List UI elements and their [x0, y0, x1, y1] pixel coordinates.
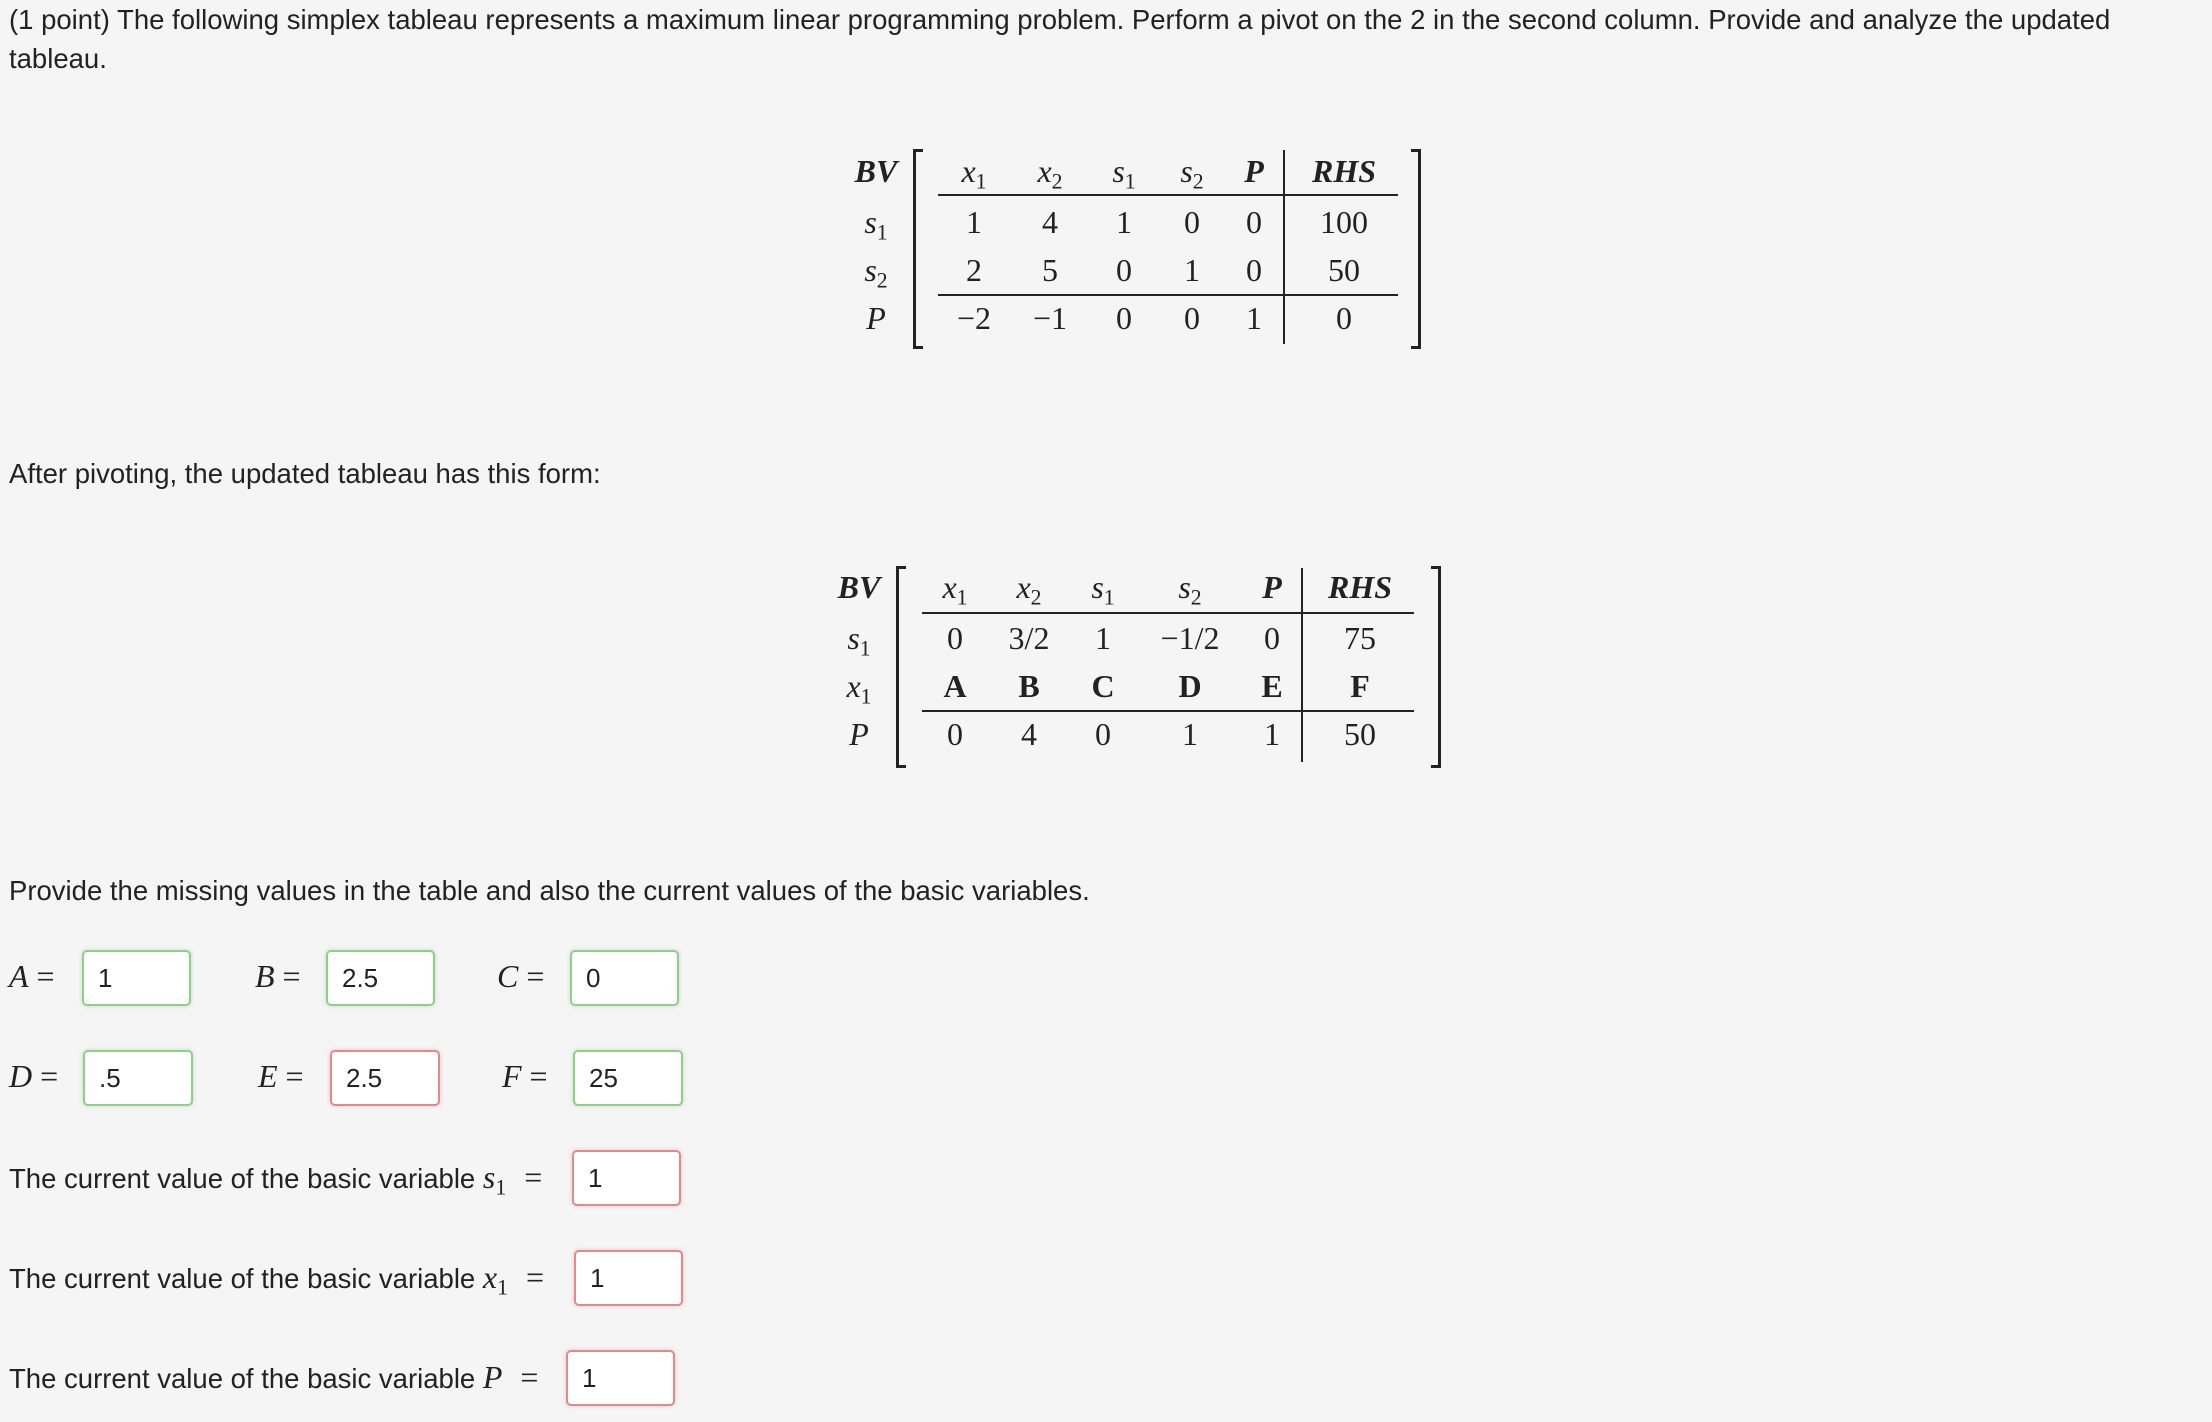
tableau-cell: 0: [1184, 300, 1200, 336]
basic-s1-question: The current value of the basic variable $s_1$ =: [9, 1159, 543, 1200]
bv-label: $s_1$: [847, 620, 871, 661]
column-header: $x_2$: [1037, 153, 1063, 194]
objective-rule: [938, 294, 1398, 296]
tableau-cell: 0: [1184, 204, 1200, 240]
tableau-cell: 4: [1042, 204, 1058, 240]
basic-p-question: The current value of the basic variable P =: [9, 1359, 539, 1395]
rhs-divider: [1283, 150, 1285, 344]
answer-a-input[interactable]: [82, 950, 191, 1006]
bv-label: P: [849, 716, 869, 752]
answer-e-input[interactable]: [330, 1050, 440, 1106]
problem-statement: (1 point) The following simplex tableau represents a maximum linear programming problem. Perform a pivot on the 2 in the second column. Provide and analyze the updated tableau.: [9, 4, 2111, 74]
column-header: RHS: [1327, 569, 1393, 605]
tableau-cell: 0: [947, 620, 963, 656]
tableau-cell: 0: [1336, 300, 1352, 336]
tableau-cell: 1: [1184, 252, 1200, 288]
label-e: E =: [258, 1058, 304, 1094]
answer-c-input[interactable]: [570, 950, 679, 1006]
unknown-cell: A: [943, 668, 967, 704]
basic-p-input[interactable]: [566, 1350, 675, 1406]
tableau-cell: 0: [1264, 620, 1280, 656]
bv-label: $s_2$: [864, 252, 888, 293]
tableau-cell: −1/2: [1160, 620, 1220, 656]
tableau-cell: 1: [1246, 300, 1262, 336]
header-rule: [938, 194, 1398, 196]
tableau-cell: 1: [1264, 716, 1280, 752]
column-header: $x_1$: [961, 153, 987, 194]
answer-d-input[interactable]: [83, 1050, 193, 1106]
tableau-cell: 3/2: [1008, 620, 1050, 656]
tableau-cell: 0: [1246, 204, 1262, 240]
rhs-divider: [1301, 568, 1303, 762]
unknown-cell: C: [1091, 668, 1115, 704]
objective-rule: [922, 710, 1414, 712]
tableau-cell: 0: [1246, 252, 1262, 288]
tableau-cell: 50: [1328, 252, 1360, 288]
column-header: $x_2$: [1016, 569, 1042, 610]
tableau-cell: 0: [1116, 300, 1132, 336]
bv-label: P: [866, 300, 886, 336]
basic-x1-question: The current value of the basic variable $x_1$ =: [9, 1259, 544, 1300]
label-f: F =: [502, 1058, 548, 1094]
tableau-cell: 4: [1021, 716, 1037, 752]
tableau-cell: 2: [966, 252, 982, 288]
basic-s1-input[interactable]: [572, 1150, 681, 1206]
left-bracket: [913, 149, 923, 349]
tableau-cell: 1: [1116, 204, 1132, 240]
tableau-cell: 50: [1344, 716, 1376, 752]
column-header: $s_1$: [1091, 569, 1115, 610]
basic-x1-input[interactable]: [574, 1250, 683, 1306]
label-a: A =: [9, 958, 55, 994]
right-bracket: [1411, 149, 1421, 349]
column-header: $x_1$: [942, 569, 968, 610]
bv-header: BV: [837, 569, 881, 605]
tableau-cell: 5: [1042, 252, 1058, 288]
label-d: D =: [9, 1058, 59, 1094]
bv-label: $s_1$: [864, 204, 888, 245]
answer-b-input[interactable]: [326, 950, 435, 1006]
header-rule: [922, 612, 1414, 614]
tableau-cell: 75: [1344, 620, 1376, 656]
column-header: $s_2$: [1178, 569, 1202, 610]
tableau-cell: 100: [1320, 204, 1368, 240]
label-b: B =: [255, 958, 301, 994]
instructions-text: Provide the missing values in the table and also the current values of the basic variables.: [9, 875, 1090, 906]
label-c: C =: [497, 958, 545, 994]
column-header: RHS: [1311, 153, 1377, 189]
column-header: $s_1$: [1112, 153, 1136, 194]
unknown-cell: B: [1018, 668, 1040, 704]
tableau-cell: 0: [947, 716, 963, 752]
unknown-cell: D: [1178, 668, 1202, 704]
after-pivot-text: After pivoting, the updated tableau has this form:: [9, 458, 601, 489]
tableau-cell: 0: [1095, 716, 1111, 752]
bv-label: $x_1$: [846, 668, 872, 709]
tableau-cell: 1: [1182, 716, 1198, 752]
tableau-cell: −1: [1032, 300, 1068, 336]
answer-f-input[interactable]: [573, 1050, 683, 1106]
unknown-cell: F: [1350, 668, 1370, 704]
unknown-cell: E: [1261, 668, 1283, 704]
tableau-cell: 0: [1116, 252, 1132, 288]
column-header: $s_2$: [1180, 153, 1204, 194]
bv-header: BV: [854, 153, 898, 189]
column-header: P: [1244, 153, 1264, 189]
tableau-cell: −2: [956, 300, 992, 336]
tableau-cell: 1: [1095, 620, 1111, 656]
right-bracket: [1431, 566, 1441, 768]
left-bracket: [896, 566, 906, 768]
tableau-cell: 1: [966, 204, 982, 240]
column-header: P: [1262, 569, 1282, 605]
